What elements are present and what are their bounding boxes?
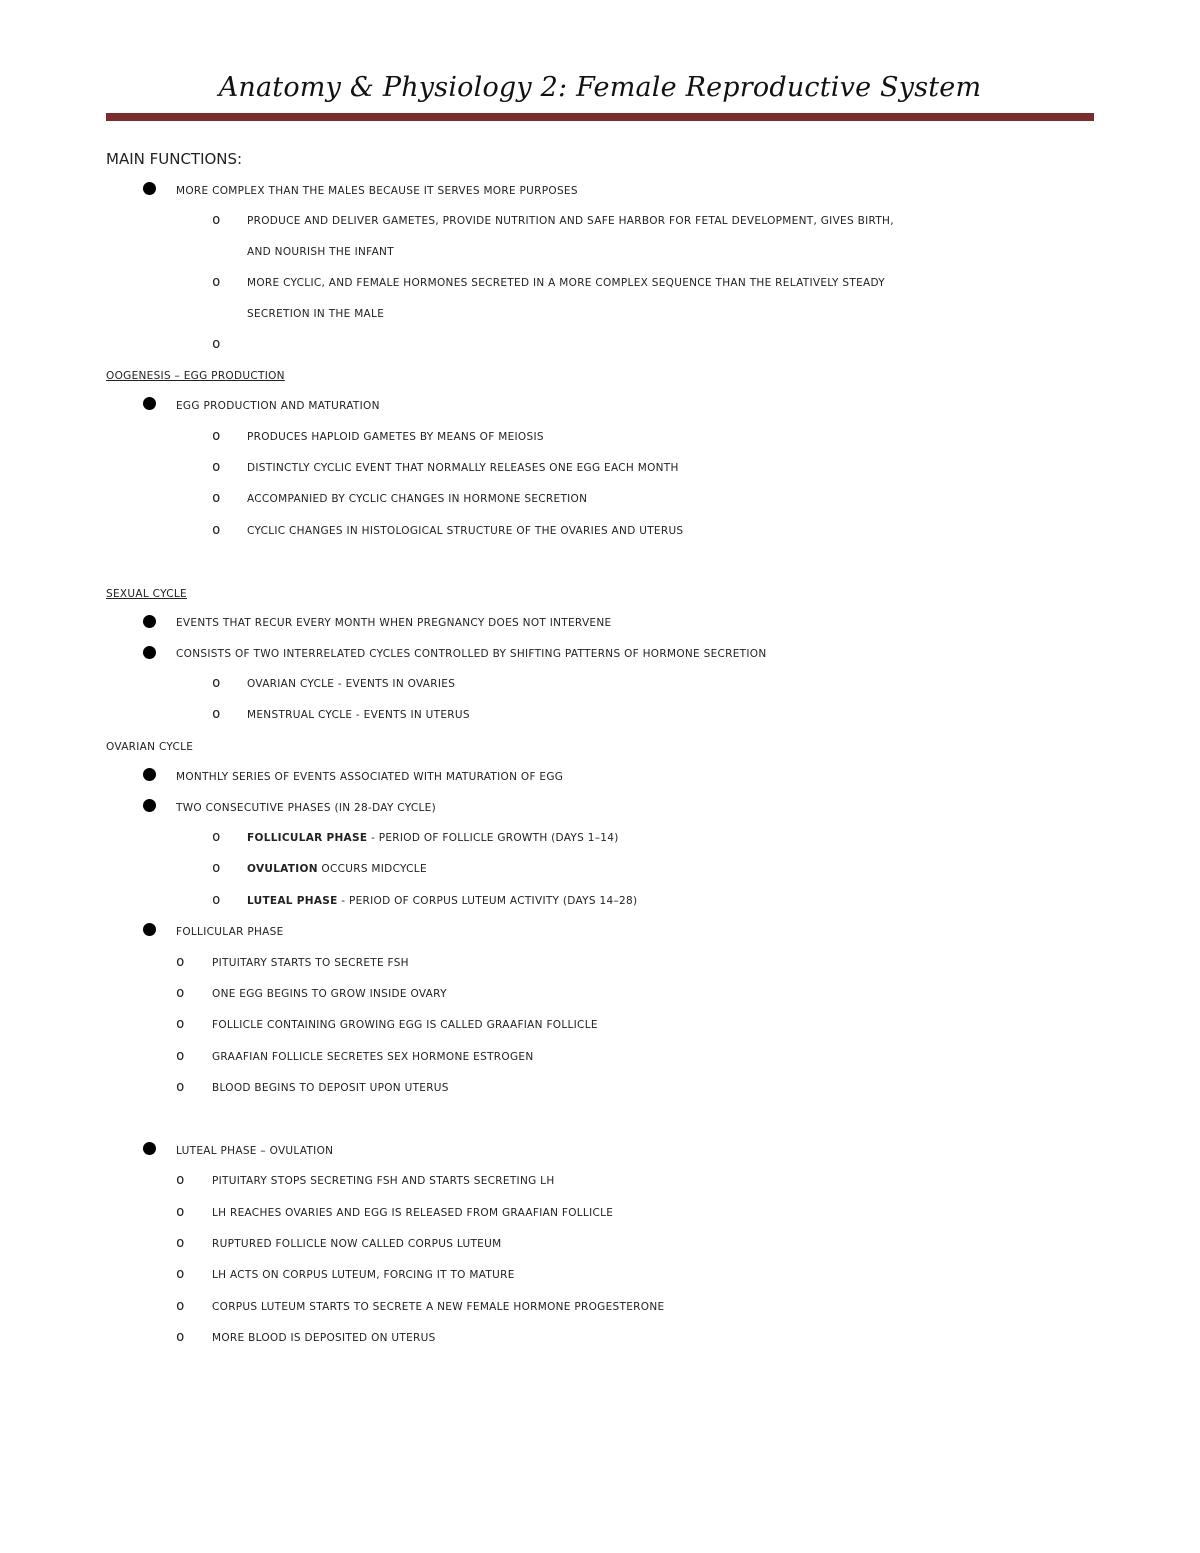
sub-bullet-icon: o (176, 985, 185, 1001)
ovarian-cycle-heading: OVARIAN CYCLE (106, 741, 194, 753)
bullet-icon (143, 615, 156, 628)
sub-bullet-icon: o (176, 1048, 185, 1064)
sub-bullet-icon: o (176, 1235, 185, 1251)
bullet-icon (143, 799, 156, 812)
list-item: EGG PRODUCTION AND MATURATION (176, 400, 380, 412)
list-item: CONSISTS OF TWO INTERRELATED CYCLES CONTROLLED BY SHIFTING PATTERNS OF HORMONE SECRETION (176, 648, 767, 660)
list-item: BLOOD BEGINS TO DEPOSIT UPON UTERUS (212, 1082, 449, 1094)
sexual-cycle-heading: SEXUAL CYCLE (106, 588, 187, 600)
sub-bullet-icon: o (212, 212, 221, 228)
sub-bullet-icon: o (212, 860, 221, 876)
list-item: PITUITARY STOPS SECRETING FSH AND STARTS SECRETING LH (212, 1175, 555, 1187)
page-title: Anatomy & Physiology 2: Female Reproductive System (218, 72, 982, 103)
sub-bullet-icon: o (176, 954, 185, 970)
bullet-icon (143, 768, 156, 781)
sub-bullet-icon: o (212, 829, 221, 845)
list-item: OVARIAN CYCLE - EVENTS IN OVARIES (247, 678, 456, 690)
list-item: GRAAFIAN FOLLICLE SECRETES SEX HORMONE ESTROGEN (212, 1051, 534, 1063)
sub-bullet-icon: o (212, 522, 221, 538)
sub-bullet-icon: o (176, 1266, 185, 1282)
oogenesis-heading: OOGENESIS – EGG PRODUCTION (106, 370, 285, 382)
list-item: RUPTURED FOLLICLE NOW CALLED CORPUS LUTEUM (212, 1238, 502, 1250)
list-item: LUTEAL PHASE – OVULATION (176, 1145, 334, 1157)
list-item: CORPUS LUTEUM STARTS TO SECRETE A NEW FEMALE HORMONE PROGESTERONE (212, 1301, 665, 1313)
list-item: CYCLIC CHANGES IN HISTOLOGICAL STRUCTURE OF THE OVARIES AND UTERUS (247, 525, 684, 537)
bullet-icon (143, 397, 156, 410)
list-item-continued: AND NOURISH THE INFANT (247, 246, 394, 258)
bullet-icon (143, 182, 156, 195)
list-item: MENSTRUAL CYCLE - EVENTS IN UTERUS (247, 709, 470, 721)
sub-bullet-icon: o (212, 274, 221, 290)
list-item: ACCOMPANIED BY CYCLIC CHANGES IN HORMONE SECRETION (247, 493, 588, 505)
list-item: OVULATION OCCURS MIDCYCLE (247, 863, 427, 875)
bullet-icon (143, 923, 156, 936)
list-item: MORE COMPLEX THAN THE MALES BECAUSE IT SERVES MORE PURPOSES (176, 185, 578, 197)
sub-bullet-icon: o (176, 1079, 185, 1095)
list-item: LUTEAL PHASE - PERIOD OF CORPUS LUTEUM ACTIVITY (DAYS 14–28) (247, 895, 638, 907)
sub-bullet-icon: o (212, 336, 221, 352)
list-item: EVENTS THAT RECUR EVERY MONTH WHEN PREGNANCY DOES NOT INTERVENE (176, 617, 612, 629)
sub-bullet-icon: o (212, 892, 221, 908)
sub-bullet-icon: o (212, 706, 221, 722)
list-item: LH ACTS ON CORPUS LUTEUM, FORCING IT TO MATURE (212, 1269, 515, 1281)
sub-bullet-icon: o (176, 1172, 185, 1188)
list-item: TWO CONSECUTIVE PHASES (IN 28-DAY CYCLE) (176, 802, 436, 814)
bullet-icon (143, 1142, 156, 1155)
list-item: FOLLICULAR PHASE (176, 926, 284, 938)
list-item: DISTINCTLY CYCLIC EVENT THAT NORMALLY RELEASES ONE EGG EACH MONTH (247, 462, 679, 474)
sub-bullet-icon: o (212, 459, 221, 475)
sub-bullet-icon: o (212, 675, 221, 691)
list-item: PITUITARY STARTS TO SECRETE FSH (212, 957, 409, 969)
sub-bullet-icon: o (176, 1298, 185, 1314)
sub-bullet-icon: o (176, 1204, 185, 1220)
sub-bullet-icon: o (176, 1329, 185, 1345)
list-item: FOLLICULAR PHASE - PERIOD OF FOLLICLE GROWTH (DAYS 1–14) (247, 832, 619, 844)
list-item: MORE BLOOD IS DEPOSITED ON UTERUS (212, 1332, 436, 1344)
list-item: MORE CYCLIC, AND FEMALE HORMONES SECRETED IN A MORE COMPLEX SEQUENCE THAN THE RELATIVELY STEADY (247, 277, 886, 289)
list-item-continued: SECRETION IN THE MALE (247, 308, 385, 320)
list-item: PRODUCE AND DELIVER GAMETES, PROVIDE NUTRITION AND SAFE HARBOR FOR FETAL DEVELOPMENT, GIVES BIRTH, (247, 215, 894, 227)
bullet-icon (143, 646, 156, 659)
list-item: MONTHLY SERIES OF EVENTS ASSOCIATED WITH MATURATION OF EGG (176, 771, 564, 783)
list-item: LH REACHES OVARIES AND EGG IS RELEASED FROM GRAAFIAN FOLLICLE (212, 1207, 614, 1219)
sub-bullet-icon: o (212, 490, 221, 506)
list-item: ONE EGG BEGINS TO GROW INSIDE OVARY (212, 988, 447, 1000)
title-rule (106, 113, 1094, 121)
sub-bullet-icon: o (212, 428, 221, 444)
main-functions-heading: MAIN FUNCTIONS: (106, 150, 243, 168)
list-item: PRODUCES HAPLOID GAMETES BY MEANS OF MEIOSIS (247, 431, 544, 443)
sub-bullet-icon: o (176, 1016, 185, 1032)
list-item: FOLLICLE CONTAINING GROWING EGG IS CALLED GRAAFIAN FOLLICLE (212, 1019, 598, 1031)
